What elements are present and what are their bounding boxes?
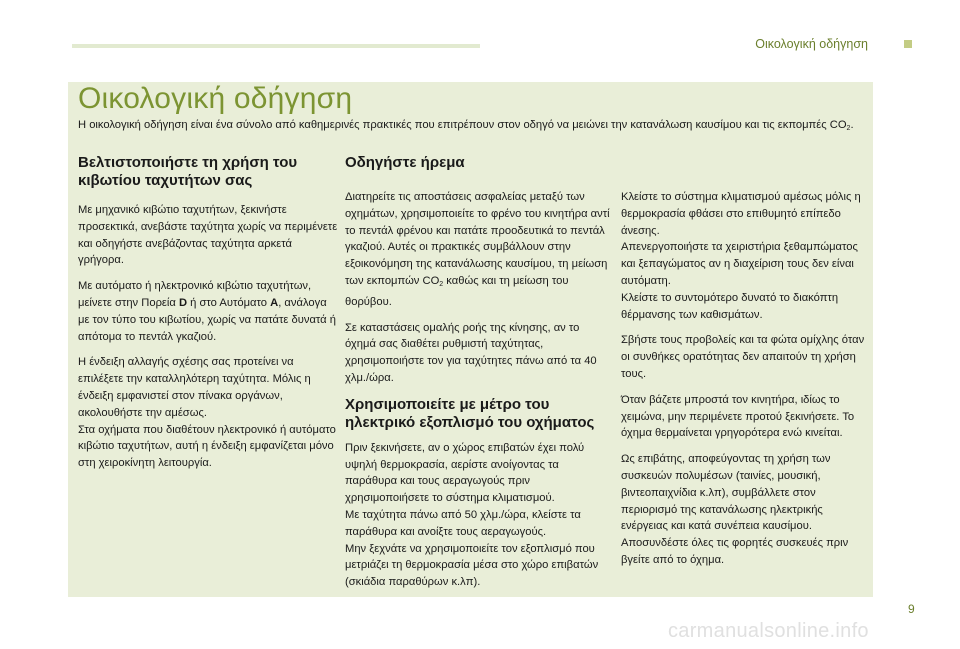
calm-driving-heading: Οδηγήστε ήρεμα xyxy=(345,154,465,171)
demisting-paragraph: Απενεργοποιήστε τα χειριστήρια ξεθαμπώματος και ξεπαγώματος αν η διαχείριση τους δεν είναι αυτόματη. xyxy=(621,241,858,287)
co2-subscript: 2 xyxy=(439,280,444,288)
mode-a-label: A xyxy=(270,296,279,309)
ventilation-paragraph: Πριν ξεκινήσετε, αν ο χώρος επιβατών έχει πολύ υψηλή θερμοκρασία, αερίστε ανοίγοντας τα παράθυρα και τους αεραγωγούς πριν χρησιμοποιήσετε το σύστημα κλιματισμού. xyxy=(345,441,585,505)
page-title: Οικολογική οδήγηση xyxy=(78,82,353,115)
text-run: Διατηρείτε τις αποστάσεις ασφαλείας μεταξύ των οχημάτων, χρησιμοποιείτε το φρένο του κινητήρα αντί το πεντάλ φρένου και πατάτε προοδευτικά το πεντάλ γκαζιού. Αυτές οι πρακτικές συμβάλλουν στην εξοικονόμηση της κατανάλωσης καυσίμου, τη μείωση των εκπομπών CO xyxy=(345,191,610,287)
seat-heating-paragraph: Κλείστε το συντομότερο δυνατό το διακόπτη θέρμανσης των καθισμάτων. xyxy=(621,291,839,321)
mode-d-label: D xyxy=(178,296,188,309)
air-conditioning-paragraph: Κλείστε το σύστημα κλιματισμού αμέσως μόλις η θερμοκρασία φθάσει στο επιθυμητό επίπεδο άνεσης. xyxy=(621,191,861,237)
text-run: , ανάλογα με τον τύπο του κιβωτίου, χωρίς να πατάτε δυνατά ή απότομα το πεντάλ γκαζιού. xyxy=(78,296,336,343)
gearbox-paragraph-manual: Με μηχανικό κιβώτιο ταχυτήτων, ξεκινήστε προσεκτικά, ανεβάστε ταχύτητα χωρίς να περιμένετε και οδηγήστε ανεβάζοντας ταχύτητα αρκετά γρήγορα. xyxy=(78,204,338,267)
text-run: ή στο Αυτόματο xyxy=(187,296,271,309)
gearbox-heading: Βελτιστοποιήστε τη χρήση του κιβωτίου ταχυτήτων σας xyxy=(78,154,298,189)
electrical-equipment-heading: Χρησιμοποιείτε με μέτρο του ηλεκτρικό εξοπλισμό του οχήματος xyxy=(345,395,595,431)
watermark: carmanualsonline.info xyxy=(668,620,869,642)
engine-start-paragraph: Όταν βάζετε μπροστά τον κινητήρα, ιδίως το χειμώνα, μην περιμένετε προτού ξεκινήσετε. Το όχημα θερμαίνεται γρηγορότερα ενώ κινείται. xyxy=(621,393,855,440)
gearbox-paragraph-electronic: Στα οχήματα που διαθέτουν ηλεκτρονικό ή αυτόματο κιβώτιο ταχυτήτων, αυτή η ένδειξη εμφανίζεται μόνο στη χειροκίνητη λειτουργία. xyxy=(78,423,336,470)
portable-devices-paragraph: Αποσυνδέστε όλες τις φορητές συσκευές πριν βγείτε από το όχημα. xyxy=(621,537,849,566)
sunshades-paragraph: Μην ξεχνάτε να χρησιμοποιείτε τον εξοπλισμό που μετριάζει τη θερμοκρασία μέσα στο χώρο επιβατών (σκιάδια παραθύρων κ.λπ). xyxy=(345,542,599,589)
gearbox-paragraph-indicator: Η ένδειξη αλλαγής σχέσης σας προτείνει να επιλέξετε την καταλληλότερη ταχύτητα. Μόλις η ένδειξη εμφανιστεί στον πίνακα οργάνων, ακολουθήστε την αμέσως. xyxy=(78,356,311,419)
header-rule xyxy=(72,44,480,48)
header-square-marker xyxy=(904,40,912,48)
gearbox-paragraph-automatic xyxy=(78,278,340,345)
column-equipment-tips xyxy=(621,189,869,578)
intro-paragraph xyxy=(78,117,858,137)
windows-paragraph: Με ταχύτητα πάνω από 50 χλμ./ώρα, κλείστε τα παράθυρα και ανοίξτε τους αεραγωγούς. xyxy=(345,508,581,538)
cruise-control-paragraph: Σε καταστάσεις ομαλής ροής της κίνησης, αν το όχημά σας διαθέτει ρυθμιστή ταχύτητας, χρησιμοποιήστε τον για ταχύτητες πάνω από τα 40 χλμ./ώρα. xyxy=(345,321,597,384)
multimedia-paragraph: Ως επιβάτης, αποφεύγοντας τη χρήση των συσκευών πολυμέσων (ταινίες, μουσική, βιντεοπαιχνίδια κ.λπ), συμβάλλετε στον περιορισμό της κατανάλωσης ηλεκτρικής ενέργειας και κατά συνέπεια καυσίμου. xyxy=(621,453,831,533)
headlamps-paragraph: Σβήστε τους προβολείς και τα φώτα ομίχλης όταν οι συνθήκες ορατότητας δεν απαιτούν τη χρήση τους. xyxy=(621,334,865,380)
intro-text: Η οικολογική οδήγηση είναι ένα σύνολο από καθημερινές πρακτικές που επιτρέπουν στον οδηγό να μειώνει την κατανάλωση καυσίμου και τις εκπομπές CO xyxy=(78,119,847,131)
column-calm-driving xyxy=(345,154,610,600)
intro-subscript: 2 xyxy=(846,125,851,132)
running-header: Οικολογική οδήγηση xyxy=(755,37,868,51)
text-run: καθώς και τη μείωση του θορύβου. xyxy=(345,274,569,308)
intro-end: . xyxy=(850,119,854,131)
page-number: 9 xyxy=(908,602,915,616)
calm-driving-paragraph xyxy=(345,189,610,311)
text-run: Με αυτόματο ή ηλεκτρονικό κιβώτιο ταχυτήτων, μείνετε στην Πορεία xyxy=(78,280,312,309)
column-gearbox xyxy=(78,154,340,481)
